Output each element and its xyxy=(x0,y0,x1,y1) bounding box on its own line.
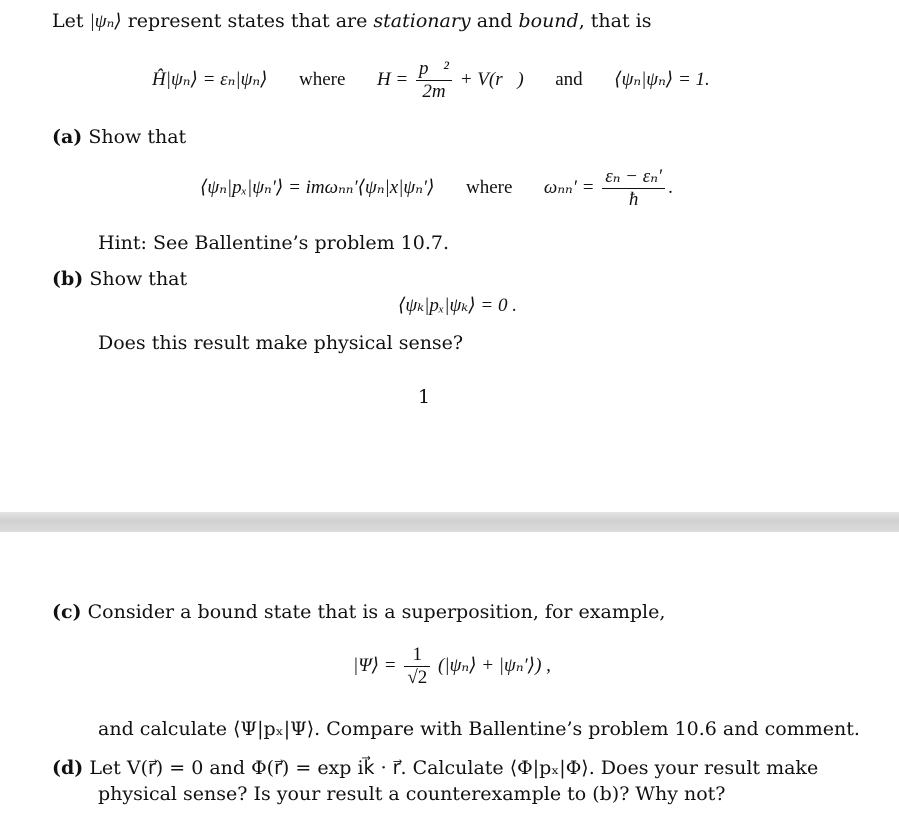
momentum-matrix-element: ⟨ψₙ|pₓ|ψₙ′⟩ = imωₙₙ′⟨ψₙ|x|ψₙ′⟩ xyxy=(200,176,435,198)
hamiltonian-equation xyxy=(152,58,710,103)
potential-term: + V(r⃗) xyxy=(459,68,524,90)
eigenvalue-equation: Ĥ|ψₙ⟩ = εₙ|ψₙ⟩ xyxy=(152,68,268,90)
hamiltonian-symbol: H = xyxy=(376,68,409,90)
page-number: 1 xyxy=(418,386,431,408)
part-a-equation xyxy=(200,166,673,211)
part-c-label: (c) xyxy=(52,601,82,623)
part-c-follow-up: and calculate ⟨Ψ|pₓ|Ψ⟩. Compare with Ballentine’s problem 10.6 and comment. xyxy=(98,718,860,740)
intro-ket: |ψₙ⟩ xyxy=(89,11,122,32)
part-d-text-1: Let V(r⃗) = 0 and Φ(r⃗) = exp ik⃗ · r⃗. Calculate ⟨Φ|pₓ|Φ⟩. Does your result make xyxy=(89,757,819,779)
part-d-label: (d) xyxy=(52,757,84,779)
intro-text-1: represent states that are xyxy=(121,10,374,32)
part-b-text: Show that xyxy=(89,268,188,290)
kinetic-denominator: 2m xyxy=(422,81,446,102)
part-a-label: (a) xyxy=(52,126,83,148)
part-a-hint: Hint: See Ballentine’s problem 10.7. xyxy=(98,232,450,254)
part-a-text: Show that xyxy=(88,126,187,148)
part-d-line-1 xyxy=(52,757,818,779)
normalization-condition: ⟨ψₙ|ψₙ⟩ = 1. xyxy=(614,68,710,90)
omega-fraction xyxy=(602,166,665,211)
part-d-line-2: physical sense? Is your result a counterexample to (b)? Why not? xyxy=(98,783,726,805)
part-a-where-word: where xyxy=(466,176,513,198)
kinetic-numerator: p⃗² xyxy=(416,58,452,81)
part-a-period: . xyxy=(668,176,673,198)
part-c-heading xyxy=(52,601,665,623)
kinetic-fraction xyxy=(416,58,452,103)
omega-symbol: ωₙₙ′ = xyxy=(543,176,595,198)
intro-prefix: Let xyxy=(52,10,90,32)
fraction-denominator: √2 xyxy=(407,667,428,688)
normalization-fraction xyxy=(404,644,430,689)
intro-emphasis-stationary: stationary xyxy=(373,10,471,32)
superposition-equation xyxy=(353,644,551,689)
page-separator xyxy=(0,512,899,532)
where-word: where xyxy=(299,68,346,90)
intro-emphasis-bound: bound xyxy=(518,10,579,32)
superposition-lhs: |Ψ⟩ = xyxy=(353,654,397,676)
omega-denominator: ħ xyxy=(628,189,639,210)
intro-sentence xyxy=(52,10,652,33)
part-a-heading xyxy=(52,126,186,148)
fraction-numerator: 1 xyxy=(404,644,430,667)
part-b-heading xyxy=(52,268,187,290)
superposition-rhs: (|ψₙ⟩ + |ψₙ′⟩) , xyxy=(438,654,551,676)
intro-text-2: and xyxy=(470,10,519,32)
part-b-equation: ⟨ψₖ|pₓ|ψₖ⟩ = 0 . xyxy=(398,295,517,316)
document-page-2 xyxy=(0,532,899,817)
part-b-label: (b) xyxy=(52,268,84,290)
part-b-question: Does this result make physical sense? xyxy=(98,332,464,354)
part-c-text: Consider a bound state that is a superposition, for example, xyxy=(87,601,666,623)
omega-numerator: εₙ − εₙ′ xyxy=(602,166,665,189)
intro-text-3: , that is xyxy=(578,10,652,32)
and-word: and xyxy=(555,68,583,90)
